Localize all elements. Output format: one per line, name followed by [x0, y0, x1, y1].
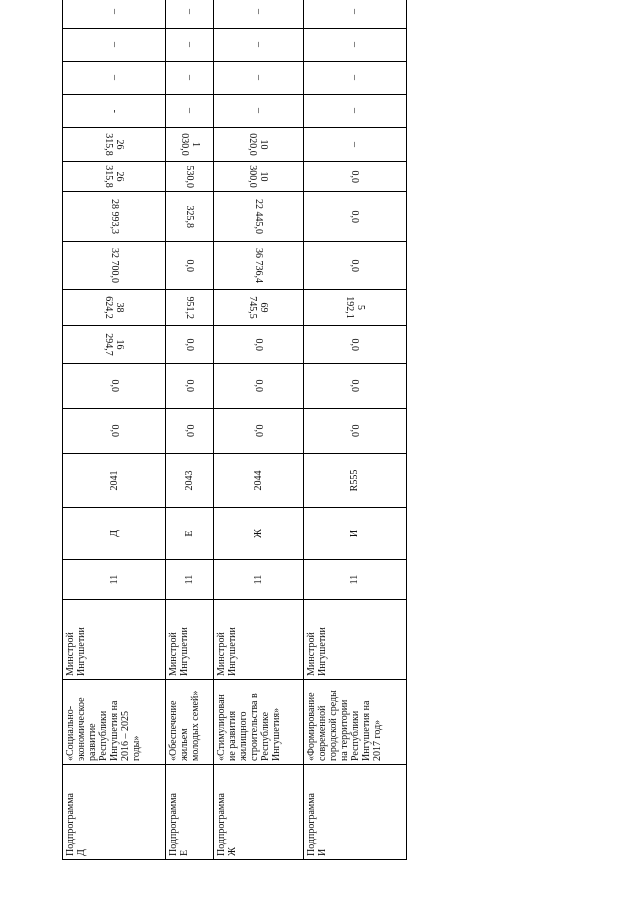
value-text: –: [349, 42, 361, 48]
value-text: 10 020,0: [247, 133, 270, 156]
value-text: –: [184, 42, 196, 48]
value-cell: [166, 192, 214, 242]
value-text: 0,0: [349, 338, 361, 351]
program-name-cell: Подпрограмма Е: [166, 765, 214, 860]
value-text: 32 700,0: [108, 248, 120, 283]
subprogram-letter-cell: Е: [166, 508, 214, 560]
table-row: [214, 0, 303, 860]
value-cell: [63, 162, 166, 192]
value-text: 28 993,3: [108, 199, 120, 234]
value-text: 325,8: [184, 205, 196, 228]
value-text: 0,0: [349, 170, 361, 183]
program-title-cell: «Стимулирован ие развития жилищного строительства в Республике Ингушетия»: [214, 680, 303, 765]
value-text: 0,0: [184, 379, 196, 393]
value-cell: [303, 326, 406, 364]
program-funding-table: [62, 0, 407, 860]
value-text: 5 192,1: [343, 296, 366, 319]
value-cell: [166, 242, 214, 290]
value-cell: [166, 409, 214, 454]
value-cell: [214, 409, 303, 454]
value-text: –: [184, 9, 196, 14]
budget-code-cell: 2043: [166, 454, 214, 508]
value-text: 951,2: [184, 296, 196, 319]
grbs-code-cell: 11: [166, 560, 214, 600]
value-text: 0,0: [184, 338, 196, 351]
value-cell: [63, 326, 166, 364]
value-text: 0,0: [108, 424, 120, 438]
value-text: 16 294,7: [103, 333, 126, 356]
value-text: –: [108, 75, 120, 81]
value-text: –: [349, 9, 361, 14]
value-text: 1 030,0: [178, 133, 201, 156]
budget-code-cell: R555: [303, 454, 406, 508]
value-cell: [166, 95, 214, 128]
value-text: 0,0: [252, 379, 264, 393]
value-text: –: [349, 142, 361, 147]
table-row: [166, 0, 214, 860]
value-cell: [214, 242, 303, 290]
value-cell: [214, 364, 303, 409]
value-cell: [166, 364, 214, 409]
value-cell: [166, 162, 214, 192]
value-text: 69 745,5: [247, 296, 270, 319]
budget-code-cell: 2044: [214, 454, 303, 508]
value-text: –: [252, 42, 264, 48]
value-cell: [214, 326, 303, 364]
value-text: 0,0: [252, 424, 264, 438]
value-cell: [303, 364, 406, 409]
value-cell: [214, 128, 303, 162]
value-cell: [166, 29, 214, 62]
program-title-cell: «Обеспечение жильем молодых семей»: [166, 680, 214, 765]
value-cell: [214, 162, 303, 192]
executor-cell: Минстрой Ингушетии: [303, 600, 406, 680]
executor-cell: Минстрой Ингушетии: [63, 600, 166, 680]
table-row: [303, 0, 406, 860]
value-text: –: [108, 9, 120, 14]
value-cell: [166, 62, 214, 95]
program-name-cell: Подпрограмма Д: [63, 765, 166, 860]
value-text: 0,0: [184, 424, 196, 438]
value-text: 0,0: [108, 379, 120, 393]
value-cell: [303, 95, 406, 128]
value-text: 22 445,0: [252, 199, 264, 234]
value-cell: [166, 290, 214, 326]
value-cell: [63, 242, 166, 290]
subprogram-letter-cell: И: [303, 508, 406, 560]
program-name-cell: Подпрограмма И: [303, 765, 406, 860]
value-cell: [214, 0, 303, 29]
subprogram-letter-cell: Ж: [214, 508, 303, 560]
value-text: –: [252, 9, 264, 14]
value-cell: [63, 128, 166, 162]
grbs-code-cell: 11: [63, 560, 166, 600]
value-cell: [303, 290, 406, 326]
value-text: 0,0: [349, 210, 361, 223]
value-cell: [166, 128, 214, 162]
value-text: 36 736,4: [252, 248, 264, 283]
value-cell: [63, 290, 166, 326]
value-text: –: [184, 108, 196, 114]
value-cell: [63, 95, 166, 128]
executor-cell: Минстрой Ингушетии: [166, 600, 214, 680]
budget-code-cell: 2041: [63, 454, 166, 508]
subprogram-letter-cell: Д: [63, 508, 166, 560]
value-text: 530,0: [184, 165, 196, 188]
program-title-cell: «Социально- экономическое развитие Республики Ингушетия на 2016 – 2025 годы»: [63, 680, 166, 765]
value-cell: [63, 409, 166, 454]
value-cell: [214, 29, 303, 62]
value-cell: [166, 326, 214, 364]
value-text: –: [184, 75, 196, 81]
value-cell: [63, 0, 166, 29]
rotated-table-page: [62, 9, 407, 860]
value-text: –: [349, 75, 361, 81]
value-cell: [214, 192, 303, 242]
value-cell: [303, 62, 406, 95]
value-text: 10 300,0: [247, 165, 270, 188]
value-text: 0,0: [349, 379, 361, 393]
value-cell: [214, 290, 303, 326]
value-cell: [303, 242, 406, 290]
value-cell: [63, 364, 166, 409]
executor-cell: Минстрой Ингушетии: [214, 600, 303, 680]
grbs-code-cell: 11: [303, 560, 406, 600]
value-text: 26 315,8: [103, 133, 126, 156]
value-text: 38 624,2: [103, 296, 126, 319]
value-cell: [214, 62, 303, 95]
value-cell: [303, 192, 406, 242]
program-name-cell: Подпрограмма Ж: [214, 765, 303, 860]
value-text: –: [252, 75, 264, 81]
value-cell: [166, 0, 214, 29]
value-cell: [63, 29, 166, 62]
value-cell: [214, 95, 303, 128]
value-cell: [303, 128, 406, 162]
value-text: 0,0: [349, 424, 361, 438]
value-text: –: [349, 108, 361, 114]
program-title-cell: «Формирование современной городской среды на территории Республики Ингушетия на 2017 год»: [303, 680, 406, 765]
value-text: –: [252, 108, 264, 114]
value-text: -: [108, 109, 120, 113]
value-text: 0,0: [252, 338, 264, 351]
value-text: 26 315,8: [103, 165, 126, 188]
value-text: 0,0: [184, 259, 196, 272]
value-cell: [303, 0, 406, 29]
table-row: [63, 0, 166, 860]
value-text: 0,0: [349, 259, 361, 272]
value-cell: [63, 192, 166, 242]
grbs-code-cell: 11: [214, 560, 303, 600]
value-cell: [303, 409, 406, 454]
value-cell: [63, 62, 166, 95]
value-cell: [303, 29, 406, 62]
value-text: –: [108, 42, 120, 48]
value-cell: [303, 162, 406, 192]
